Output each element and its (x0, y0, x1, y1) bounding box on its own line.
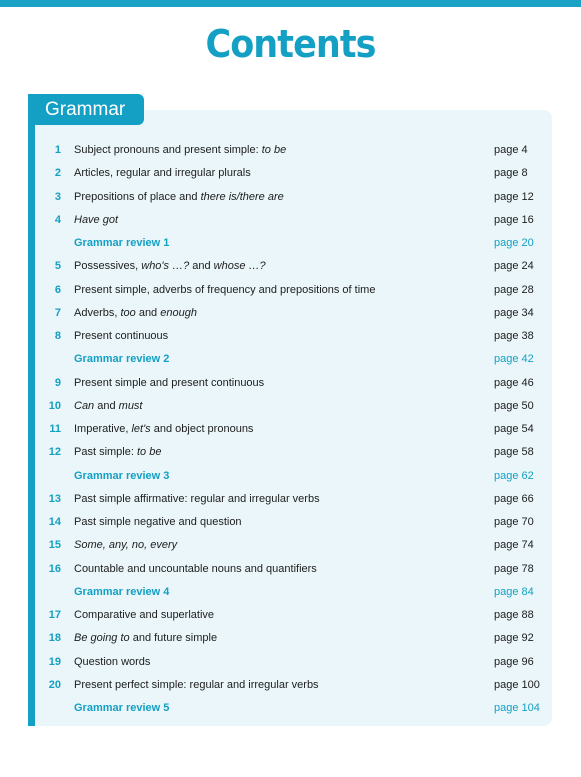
title-fragment: Can (74, 399, 95, 412)
unit-number: 10 (48, 399, 61, 412)
unit-number: 20 (48, 678, 61, 691)
contents-row[interactable] (0, 626, 581, 649)
page-reference: page 58 (494, 446, 534, 459)
unit-number: 15 (48, 539, 61, 552)
unit-title (74, 214, 118, 226)
title-fragment: Imperative, (74, 423, 132, 435)
title-fragment: and (135, 306, 161, 319)
title-fragment: Past simple: (74, 446, 137, 459)
unit-title (74, 144, 286, 156)
unit-number: 7 (54, 306, 61, 319)
title-fragment: Present simple, adverbs of frequency and prepositions of time (74, 283, 376, 296)
page-reference: page 34 (494, 306, 534, 319)
page-reference: page 4 (494, 144, 528, 156)
page-reference: page 66 (494, 492, 534, 505)
page-reference: page 92 (494, 632, 534, 645)
page-reference: page 96 (494, 655, 534, 668)
unit-number: 19 (48, 655, 61, 668)
unit-number: 9 (54, 376, 61, 389)
page-reference: page 50 (494, 399, 534, 412)
unit-title (74, 400, 143, 412)
contents-row[interactable] (0, 557, 581, 580)
title-fragment: Present perfect simple: regular and irregular verbs (74, 678, 319, 691)
page-reference: page 8 (494, 167, 528, 180)
contents-row[interactable] (0, 487, 581, 510)
title-fragment: Grammar review 1 (74, 237, 170, 249)
contents-row[interactable] (0, 440, 581, 463)
review-row[interactable] (0, 347, 581, 370)
review-row[interactable] (0, 464, 581, 487)
contents-row[interactable] (0, 254, 581, 277)
title-fragment: Grammar review 3 (74, 469, 170, 482)
review-title (74, 353, 169, 365)
unit-number: 12 (48, 446, 61, 459)
unit-title (74, 656, 150, 668)
page-title: Contents (205, 22, 376, 66)
title-fragment: and (94, 399, 119, 412)
page-reference: page 88 (494, 609, 534, 621)
title-fragment: must (118, 399, 143, 412)
title-fragment: Question words (74, 655, 151, 668)
contents-row[interactable] (0, 324, 581, 347)
page-reference: page 12 (494, 190, 534, 203)
contents-row[interactable] (0, 510, 581, 533)
contents-row[interactable] (0, 301, 581, 324)
review-title (74, 470, 169, 482)
title-fragment: enough (160, 306, 197, 319)
unit-title (74, 330, 168, 342)
contents-row[interactable] (0, 417, 581, 440)
title-fragment: and object pronouns (150, 423, 254, 435)
contents-row[interactable] (0, 371, 581, 394)
unit-title (74, 191, 284, 203)
title-fragment: there is/there are (200, 190, 284, 203)
unit-title (74, 563, 317, 575)
title-fragment: Have got (74, 213, 119, 226)
unit-number: 5 (54, 260, 61, 273)
unit-number: 18 (48, 632, 61, 645)
unit-title (74, 493, 320, 505)
title-fragment: let's (131, 423, 151, 435)
title-fragment: Past simple negative and question (74, 516, 242, 528)
page-reference: page 100 (494, 678, 540, 691)
page-reference: page 16 (494, 213, 534, 226)
page-reference: page 42 (494, 353, 534, 366)
unit-title (74, 284, 375, 296)
contents-row[interactable] (0, 138, 581, 161)
review-title (74, 237, 169, 249)
title-fragment: Articles, regular and irregular plurals (74, 167, 251, 180)
unit-number: 1 (54, 144, 61, 156)
page-reference: page 46 (494, 376, 534, 389)
title-fragment: Be going to (74, 632, 130, 645)
review-title (74, 702, 169, 714)
unit-title (74, 609, 214, 621)
title-fragment: Adverbs, (74, 306, 121, 319)
unit-title (74, 679, 319, 691)
title-fragment: who's …? (141, 260, 190, 273)
contents-row[interactable] (0, 161, 581, 184)
page-reference: page 74 (494, 539, 534, 552)
unit-title (74, 423, 253, 435)
title-fragment: Comparative and superlative (74, 609, 215, 621)
unit-title (74, 632, 217, 644)
unit-title (74, 539, 177, 551)
page-reference: page 28 (494, 283, 534, 296)
contents-row[interactable] (0, 650, 581, 673)
page-reference: page 78 (494, 562, 534, 575)
page-reference: page 54 (494, 423, 534, 435)
contents-row[interactable] (0, 673, 581, 696)
title-fragment: Possessives, (74, 260, 142, 273)
title-fragment: Grammar review 5 (74, 702, 170, 714)
unit-number: 11 (49, 423, 61, 435)
title-fragment: Countable and uncountable nouns and quantifiers (74, 562, 317, 575)
section-tab-grammar: Grammar (28, 94, 144, 125)
page-reference: page 38 (494, 330, 534, 342)
unit-number: 8 (54, 330, 61, 342)
top-accent-bar (0, 0, 581, 7)
unit-number: 14 (48, 516, 61, 528)
title-fragment: Past simple affirmative: regular and irregular verbs (74, 492, 320, 505)
unit-number: 13 (48, 492, 61, 505)
title-fragment: and (189, 260, 214, 273)
unit-number: 16 (48, 562, 61, 575)
unit-title (74, 260, 266, 272)
unit-number: 4 (54, 213, 61, 226)
page-reference: page 84 (494, 585, 534, 598)
unit-title (74, 307, 197, 319)
unit-title (74, 167, 251, 179)
contents-row[interactable] (0, 394, 581, 417)
title-fragment: Present continuous (74, 330, 169, 342)
page-reference: page 70 (494, 516, 534, 528)
title-fragment: Subject pronouns and present simple: (74, 144, 262, 156)
unit-number: 6 (54, 283, 61, 296)
title-fragment: Prepositions of place and (74, 190, 201, 203)
unit-title (74, 446, 161, 458)
unit-title (74, 516, 242, 528)
page-reference: page 20 (494, 237, 534, 249)
contents-list (0, 138, 581, 719)
title-fragment: whose …? (213, 260, 266, 273)
contents-row[interactable] (0, 185, 581, 208)
page-reference: page 62 (494, 469, 534, 482)
unit-title (74, 377, 264, 389)
title-fragment: Present simple and present continuous (74, 376, 265, 389)
review-title (74, 586, 169, 598)
title-fragment: Grammar review 2 (74, 353, 170, 366)
contents-row[interactable] (0, 208, 581, 231)
title-fragment: Some, any, no, every (74, 539, 178, 552)
review-row[interactable] (0, 231, 581, 254)
contents-row[interactable] (0, 603, 581, 626)
title-fragment: Grammar review 4 (74, 585, 170, 598)
page-reference: page 104 (494, 702, 540, 714)
contents-row[interactable] (0, 278, 581, 301)
title-fragment: and future simple (129, 632, 218, 645)
contents-row[interactable] (0, 533, 581, 556)
title-fragment: too (120, 306, 136, 319)
unit-number: 17 (48, 609, 61, 621)
review-row[interactable] (0, 696, 581, 719)
title-fragment: to be (136, 446, 162, 459)
unit-number: 2 (54, 167, 61, 180)
page-reference: page 24 (494, 260, 534, 273)
unit-number: 3 (54, 190, 61, 203)
review-row[interactable] (0, 580, 581, 603)
title-fragment: to be (261, 144, 287, 156)
